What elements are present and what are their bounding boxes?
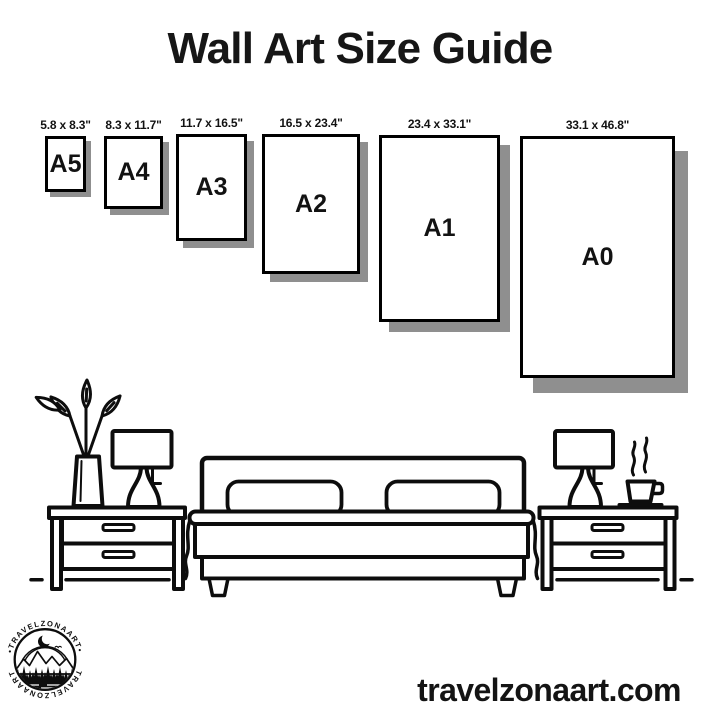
bird-icon [55, 646, 62, 647]
size-dimensions-label: 16.5 x 23.4" [279, 116, 343, 130]
lamp-right-icon [555, 431, 613, 507]
lamp-left-icon [113, 431, 172, 507]
logo-text-bottom: TRAVELZONAART [6, 668, 84, 700]
moon-icon [38, 633, 53, 647]
nightstand-right-icon [540, 508, 677, 590]
logo-text-top: •TRAVELZONAART• [5, 618, 85, 654]
brand-logo-badge [3, 616, 87, 700]
vase-plant-icon [34, 380, 123, 506]
size-name-label: A0 [581, 242, 614, 271]
website-url: travelzonaart.com [417, 672, 681, 708]
size-name-label: A1 [423, 214, 456, 242]
size-name-label: A4 [117, 158, 150, 186]
page-title: Wall Art Size Guide [167, 24, 553, 73]
size-name-label: A2 [295, 189, 327, 218]
size-dimensions-label: 5.8 x 8.3" [40, 118, 91, 132]
mountains-icon [13, 652, 77, 675]
size-dimensions-label: 11.7 x 16.5" [180, 116, 243, 130]
coffee-cup-icon [618, 438, 664, 507]
nightstand-left-icon [49, 508, 185, 590]
size-name-label: A5 [49, 149, 82, 178]
size-name-label: A3 [195, 173, 228, 201]
bed-icon [185, 458, 537, 596]
size-dimensions-label: 33.1 x 46.8" [565, 118, 630, 132]
size-dimensions-label: 8.3 x 11.7" [105, 118, 162, 132]
size-dimensions-label: 23.4 x 33.1" [407, 117, 472, 131]
